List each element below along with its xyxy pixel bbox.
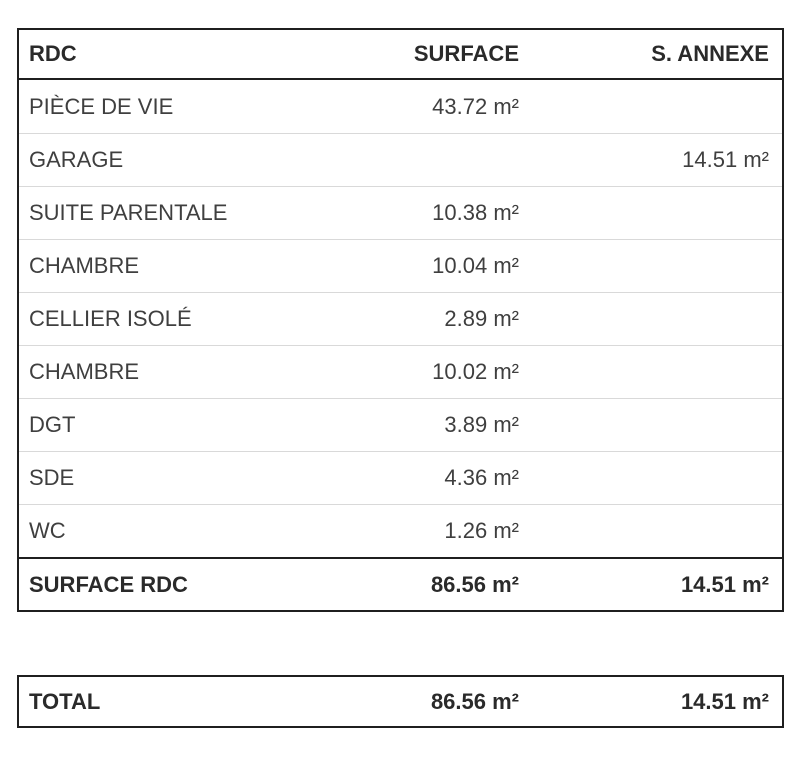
room-name-cell: CHAMBRE	[29, 359, 140, 384]
surface-cell: 10.02 m²	[432, 359, 519, 384]
footer-surface-cell: 86.56 m²	[430, 571, 519, 597]
table-row	[19, 239, 782, 292]
room-name-cell: DGT	[29, 412, 76, 437]
total-label-cell: TOTAL	[29, 688, 101, 714]
table-row	[19, 133, 782, 186]
room-name-cell: SUITE PARENTALE	[29, 200, 228, 225]
header-room-column: RDC	[29, 41, 77, 66]
table-row	[19, 398, 782, 451]
surface-cell: 43.72 m²	[432, 93, 519, 119]
room-name-cell: SDE	[29, 465, 75, 490]
surface-cell: 10.38 m²	[432, 200, 519, 225]
surface-cell: 1.26 m²	[444, 518, 519, 543]
table-row	[19, 504, 782, 557]
table-footer-row	[19, 557, 782, 610]
room-name-cell: WC	[29, 518, 66, 543]
total-annexe-cell: 14.51 m²	[680, 688, 769, 714]
table-row	[19, 292, 782, 345]
footer-label-cell: SURFACE RDC	[29, 571, 188, 597]
header-surface-column: SURFACE	[413, 41, 519, 66]
surface-cell: 4.36 m²	[444, 465, 519, 490]
table-row	[19, 451, 782, 504]
surface-table-rdc	[17, 28, 784, 612]
total-row	[19, 677, 782, 726]
surface-cell: 2.89 m²	[444, 306, 519, 331]
room-name-cell: GARAGE	[29, 147, 124, 172]
room-name-cell: CHAMBRE	[29, 253, 140, 278]
header-annexe-column: S. ANNEXE	[651, 41, 769, 66]
surface-cell: 10.04 m²	[432, 253, 519, 278]
room-name-cell: PIÈCE DE VIE	[29, 93, 174, 119]
table-row	[19, 80, 782, 133]
surface-cell: 3.89 m²	[444, 412, 519, 437]
table-row	[19, 186, 782, 239]
footer-annexe-cell: 14.51 m²	[680, 571, 769, 597]
table-row	[19, 345, 782, 398]
table-header-row	[19, 30, 782, 80]
total-surface-cell: 86.56 m²	[430, 688, 519, 714]
annexe-cell: 14.51 m²	[682, 147, 769, 172]
room-name-cell: CELLIER ISOLÉ	[29, 306, 192, 331]
total-table	[17, 675, 784, 728]
